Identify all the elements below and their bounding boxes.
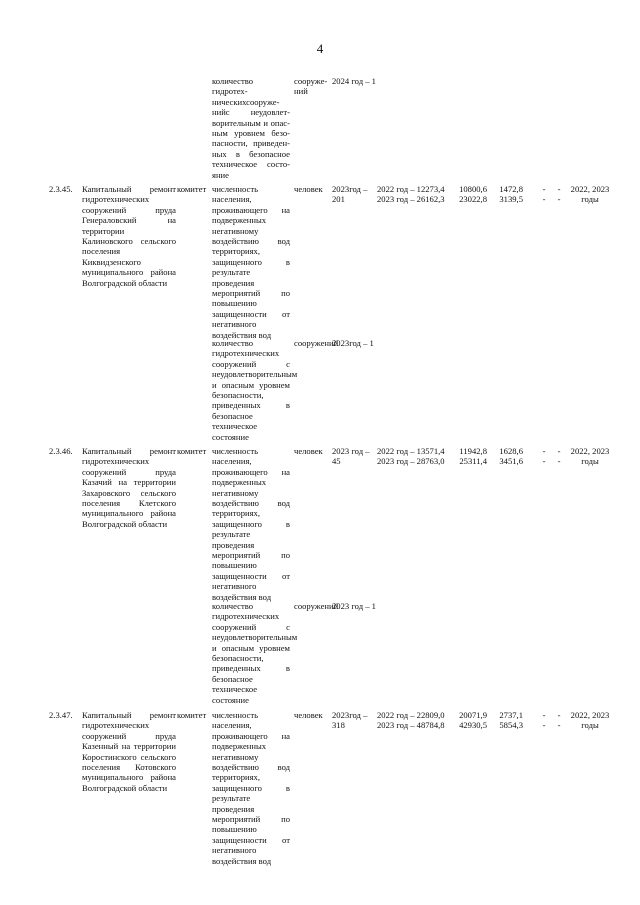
other-sources-values: - - <box>557 446 561 467</box>
page-number: 4 <box>316 41 324 56</box>
indicator-structures: количество гидротехнических сооружений с неудовлетворительным и опасным уровнем безопасности, приведенных в безопасное техническое состояние <box>212 601 298 705</box>
other-sources-values: - - <box>557 710 561 731</box>
measure-name: Капитальный ремонт гидротехнических сооружений пруда Генераловский на территории Калиновского сельского поселения Киквидзенского муниципального района Волгоградской области <box>82 184 176 288</box>
implementation-term: 2022, 2023 годы <box>570 710 610 731</box>
unit-structures: сооружений <box>294 601 339 611</box>
indicator-population: численность населения, проживающего на подверженных негативному воздействию вод территориях, защищенного в результате проведения мероприятий по повышению защищенности от негативного воздействия вод <box>212 184 290 340</box>
row-number: 2.3.46. <box>49 446 73 456</box>
indicator-year-value: 2023год – 201 <box>332 184 368 205</box>
regional-budget-values: 1472,8 3139,5 <box>499 184 523 205</box>
local-budget-values: - - <box>542 446 546 467</box>
executor: комитет <box>177 184 207 194</box>
executor: комитет <box>177 710 207 720</box>
row-number: 2.3.45. <box>49 184 73 194</box>
indicator-year-value: 2023 год – 45 <box>332 446 370 467</box>
continuation-indicator: количество гидротех- ническихсооруже- нийс неудовлет- ворительным и опас- ным уровнем безо- пасности, приведен- ных в безопасное техническое состо- яние <box>212 76 290 180</box>
indicator-population: численность населения, проживающего на подверженных негативному воздействию вод территориях, защищенного в результате проведения мероприятий по повышению защищенности от негативного воздействия вод <box>212 446 290 602</box>
regional-budget-values: 2737,1 5854,3 <box>499 710 523 731</box>
implementation-term: 2022, 2023 годы <box>570 446 610 467</box>
local-budget-values: - - <box>542 710 546 731</box>
continuation-unit: сооруже- ний <box>294 76 328 97</box>
unit-people: человек <box>294 184 323 194</box>
funding-by-year: 2022 год – 13571,4 2023 год – 28763,0 <box>377 446 445 467</box>
funding-by-year: 2022 год – 22809,0 2023 год – 48784,8 <box>377 710 445 731</box>
indicator-year-value: 2023 год – 1 <box>332 601 376 611</box>
federal-budget-values: 11942,8 25311,4 <box>459 446 487 467</box>
measure-name: Капитальный ремонт гидротехнических сооружений пруда Казенный на территории Коростинского сельского поселения Котовского муниципального района Волгоградской области <box>82 710 176 793</box>
implementation-term: 2022, 2023 годы <box>570 184 610 205</box>
indicator-year-value: 2023год – 1 <box>332 338 374 348</box>
other-sources-values: - - <box>557 184 561 205</box>
unit-people: человек <box>294 446 323 456</box>
executor: комитет <box>177 446 207 456</box>
unit-structures: сооружений <box>294 338 339 348</box>
federal-budget-values: 10800,6 23022,8 <box>459 184 487 205</box>
indicator-year-value: 2023год – 318 <box>332 710 368 731</box>
measure-name: Капитальный ремонт гидротехнических сооружений пруда Казачий на территории Захаровского сельского поселения Клетского муниципального района Волгоградской области <box>82 446 176 529</box>
regional-budget-values: 1628,6 3451,6 <box>499 446 523 467</box>
indicator-structures: количество гидротехнических сооружений с неудовлетворительным и опасным уровнем безопасности, приведенных в безопасное техническое состояние <box>212 338 298 442</box>
funding-by-year: 2022 год – 12273,4 2023 год – 26162,3 <box>377 184 445 205</box>
local-budget-values: - - <box>542 184 546 205</box>
indicator-population: численность населения, проживающего на подверженных негативному воздействию вод территориях, защищенного в результате проведения мероприятий по повышению защищенности от негативного воздействия вод <box>212 710 290 866</box>
unit-people: человек <box>294 710 323 720</box>
federal-budget-values: 20071,9 42930,5 <box>459 710 487 731</box>
continuation-year-value: 2024 год – 1 <box>332 76 376 86</box>
row-number: 2.3.47. <box>49 710 73 720</box>
